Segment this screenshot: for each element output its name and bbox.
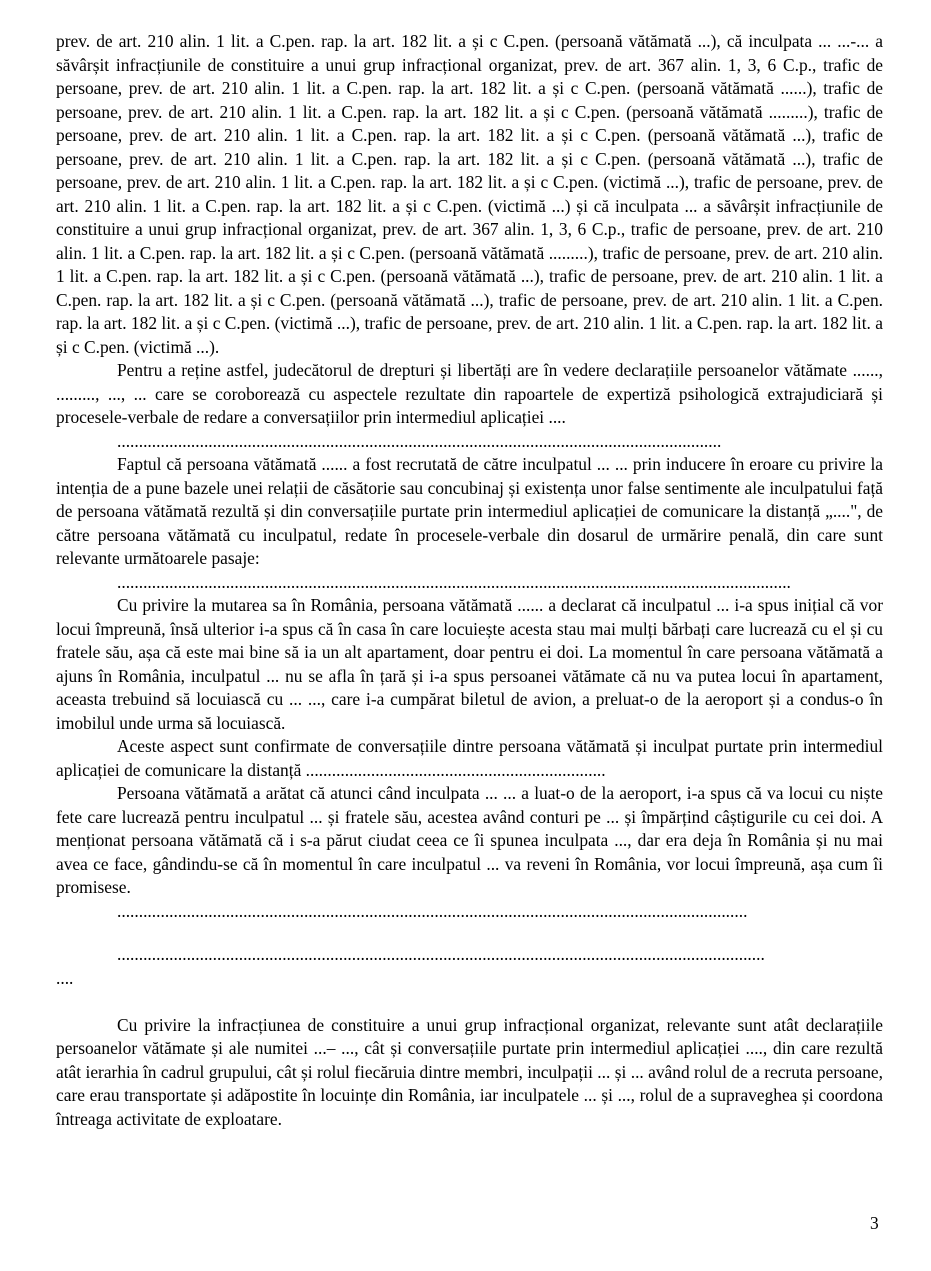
paragraph-recruitment: Faptul că persoana vătămată ...... a fost recrutată de către inculpatul ... ... prin inducere în eroare cu privire la intenția de a pune bazele unei relații de căsătorie sau concubinaj și existența unor false sentimente ale inculpatului față de persoana vătămată rezultă și din conversațiile purtate prin intermediul aplicației de comunicare la distanță „....", de către persoana vătămată cu inculpatul, redate în procesele-verbale din dosarul de urmărire penală, din care sunt relevante următoarele pasaje:: [56, 454, 883, 568]
spacer: [56, 990, 883, 1014]
paragraph-charges: prev. de art. 210 alin. 1 lit. a C.pen. rap. la art. 182 lit. a și c C.pen. (persoană vătămată ...), că inculpata ... ...-... a săvârșit infracțiunile de constituire a unui grup infracțional organizat, prev. de art. 367 alin. 1, 3, 6 C.p., trafic de persoane, prev. de art. 210 alin. 1 lit. a C.pen. rap. la art. 182 lit. a și c C.pen. (persoană vătămată ......), trafic de persoane, prev. de art. 210 alin. 1 lit. a C.pen. rap. la art. 182 lit. a și c C.pen. (persoană vătămată .........), trafic de persoane, prev. de art. 210 alin. 1 lit. a C.pen. rap. la art. 182 lit. a și c C.pen. (persoană vătămată ...), trafic de persoane, prev. de art. 210 alin. 1 lit. a C.pen. rap. la art. 182 lit. a și c C.pen. (persoană vătămată ...), trafic de persoane, prev. de art. 210 alin. 1 lit. a C.pen. rap. la art. 182 lit. a și c C.pen. (victimă ...), trafic de persoane, prev. de art. 210 alin. 1 lit. a C.pen. rap. la art. 182 lit. a și c C.pen. (victimă ...) și că inculpata ... a săvârșit infracțiunile de constituire a unui grup infracțional organizat, prev. de art. 367 alin. 1, 3, 6 C.p., trafic de persoane, prev. de art. 210 alin. 1 lit. a C.pen. rap. la art. 182 lit. a și c C.pen. (persoană vătămată .........), trafic de persoane, prev. de art. 210 alin. 1 lit. a C.pen. rap. la art. 182 lit. a și c C.pen. (persoană vătămată ...), trafic de persoane, prev. de art. 210 alin. 1 lit. a C.pen. rap. la art. 182 lit. a și c C.pen. (persoană vătămată ...), trafic de persoane, prev. de art. 210 alin. 1 lit. a C.pen. rap. la art. 182 lit. a și c C.pen. (victimă ...), trafic de persoane, prev. de art. 210 alin. 1 lit. a C.pen. rap. la art. 182 lit. a și c C.pen. (victimă ...).: [56, 31, 883, 357]
redacted-dots-line: .....................................................................................................................................................: [117, 944, 765, 964]
paragraph-airport: Persoana vătămată a arătat că atunci când inculpata ... ... a luat-o de la aeroport, i-a spus că va locui cu niște fete care lucrează pentru inculpatul ... și fratele său, acestea având conturi pe ... și împărțind câștigurile cu cei doi. A menționat persoana vătămată că i s-a părut ciudat ceea ce îi spunea inculpata ..., dar era deja în România și nu mai avea ce face, gândindu-se că în momentul în care inculpatul ... va reveni în România, vor locui împreună, așa cum îi promisese.: [56, 783, 883, 897]
spacer: [56, 923, 883, 943]
page-number: 3: [870, 1213, 879, 1233]
document-page: [56, 30, 883, 1131]
paragraph-organized-group: Cu privire la infracțiunea de constituire a unui grup infracțional organizat, relevante sunt atât declarațiile persoanelor vătămate și ale numitei ...– ..., cât și conversațiile purtate prin intermediul aplicației ...., din care rezultă atât ierarhia în cadrul grupului, cât și rolul fiecăruia dintre membri, inculpații ... și ... având rolul de a recruta persoane, care erau transportate și adăpostite în locuințe din România, iar inculpatele ... și ..., rolul de a supraveghea și coordona întreaga activitate de exploatare.: [56, 1014, 883, 1129]
redacted-dots-tail: ....: [56, 967, 74, 988]
redacted-dots-line: .................................................................................................................................................: [117, 900, 748, 921]
paragraph-confirmation: Aceste aspect sunt confirmate de conversațiile dintre persoana vătămată și inculpat purtate prin intermediul aplicației de comunicare la distanță .....................................................................: [56, 736, 883, 780]
paragraph-judge-reasoning: Pentru a reține astfel, judecătorul de drepturi și libertăți are în vedere declarațiile persoanelor vătămate ......, ........., ..., ... care se coroborează cu aspectele rezultate din rapoartele de expertiză psihologică extrajudiciară și procesele-verbale de redare a conversațiilor prin intermediul aplicației ....: [56, 360, 883, 427]
redacted-dots-line: ...........................................................................................................................................: [117, 430, 722, 451]
paragraph-relocation: Cu privire la mutarea sa în România, persoana vătămată ...... a declarat că inculpatul ... i-a spus inițial că vor locui împreună, însă ulterior i-a spus că în casa în care locuiește acesta stau mai mulți bărbați care lucrează cu el și cu fratele său, așa că este mai bine să ia un alt apartament, doar pentru ei doi. La momentul în care persoana vătămată a ajuns în România, inculpatul ... nu se afla în țară și i-a spus persoanei vătămate că nu va putea locui în apartament, aceasta trebuind să locuiască cu ... ..., care i-a cumpărat biletul de avion, a preluat-o de la aeroport și a condus-o în imobilul unde urma să locuiască.: [56, 595, 883, 733]
redacted-dots-line: ...........................................................................................................................................................: [117, 571, 791, 592]
